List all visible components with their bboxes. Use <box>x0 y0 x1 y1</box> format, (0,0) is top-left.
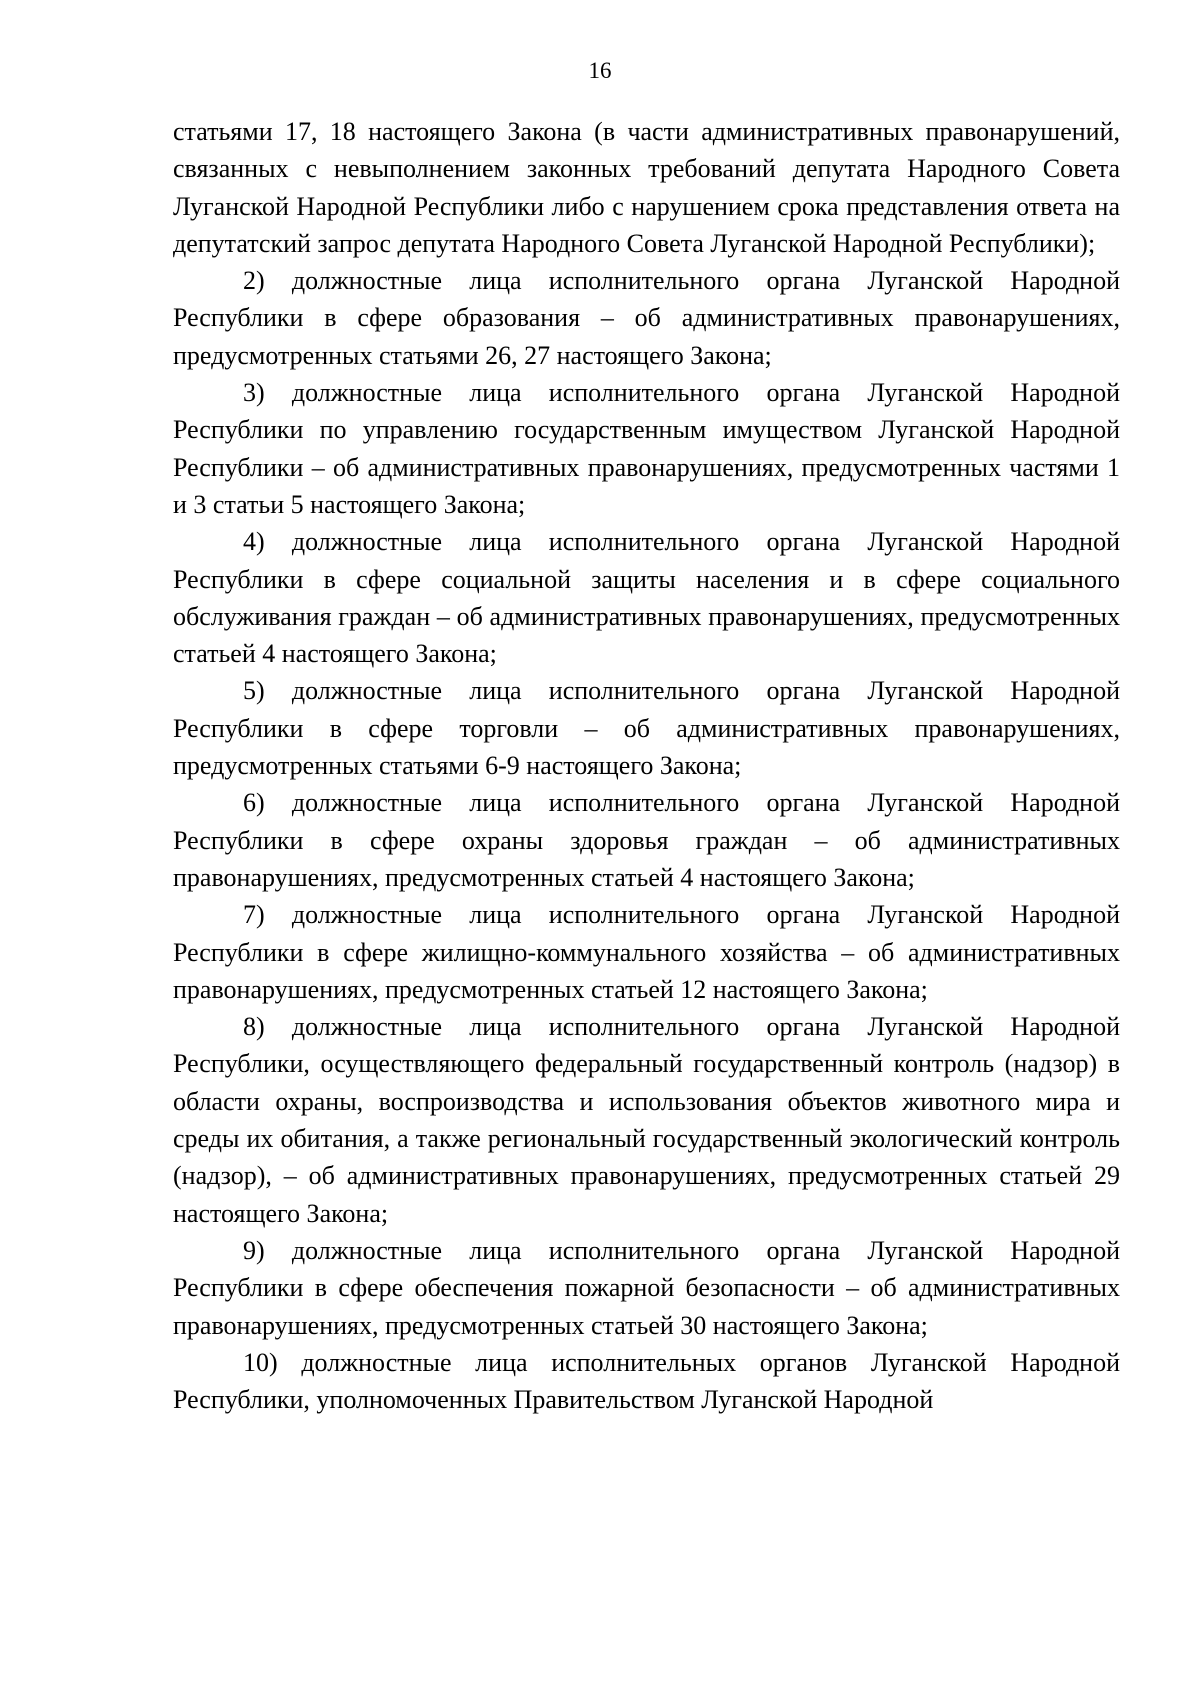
list-item-5: 5) должностные лица исполнительного органа Луганской Народной Республики в сфере торговли – об административных правонарушениях, предусмотренных статьями 6-9 настоящего Закона; <box>173 676 1120 781</box>
list-item-6: 6) должностные лица исполнительного органа Луганской Народной Республики в сфере охраны здоровья граждан – об административных правонарушениях, предусмотренных статьей 4 настоящего Закона; <box>173 788 1120 892</box>
document-body <box>173 113 1120 1418</box>
list-item-9: 9) должностные лица исполнительного органа Луганской Народной Республики в сфере обеспечения пожарной безопасности – об административных правонарушениях, предусмотренных статьей 30 настоящего Закона; <box>173 1235 1120 1340</box>
list-item-7: 7) должностные лица исполнительного органа Луганской Народной Республики в сфере жилищно-коммунального хозяйства – об административных правонарушениях, предусмотренных статьей 12 настоящего Закона; <box>173 900 1120 1004</box>
list-item-8: 8) должностные лица исполнительного органа Луганской Народной Республики, осуществляющего федеральный государственный контроль (надзор) в области охраны, воспроизводства и использования объектов животного мира и среды их обитания, а также региональный государственный экологический контроль (надзор), – об административных правонарушениях, предусмотренных статьей 29 настоящего Закона; <box>173 1012 1120 1228</box>
list-item-2: 2) должностные лица исполнительного органа Луганской Народной Республики в сфере образования – об административных правонарушениях, предусмотренных статьями 26, 27 настоящего Закона; <box>173 266 1120 370</box>
paragraph-continuation: статьями 17, 18 настоящего Закона (в части административных правонарушений, связанных с невыполнением законных требований депутата Народного Совета Луганской Народной Республики либо с нарушением срока представления ответа на депутатский запрос депутата Народного Совета Луганской Народной Республики); <box>173 117 1120 258</box>
list-item-3: 3) должностные лица исполнительного органа Луганской Народной Республики по управлению государственным имуществом Луганской Народной Республики – об административных правонарушениях, предусмотренных частями 1 и 3 статьи 5 настоящего Закона; <box>173 378 1120 519</box>
list-item-4: 4) должностные лица исполнительного органа Луганской Народной Республики в сфере социальной защиты населения и в сфере социального обслуживания граждан – об административных правонарушениях, предусмотренных статьей 4 настоящего Закона; <box>173 527 1120 669</box>
page-number: 16 <box>588 58 612 83</box>
list-item-10: 10) должностные лица исполнительных органов Луганской Народной Республики, уполномоченных Правительством Луганской Народной <box>173 1347 1120 1415</box>
